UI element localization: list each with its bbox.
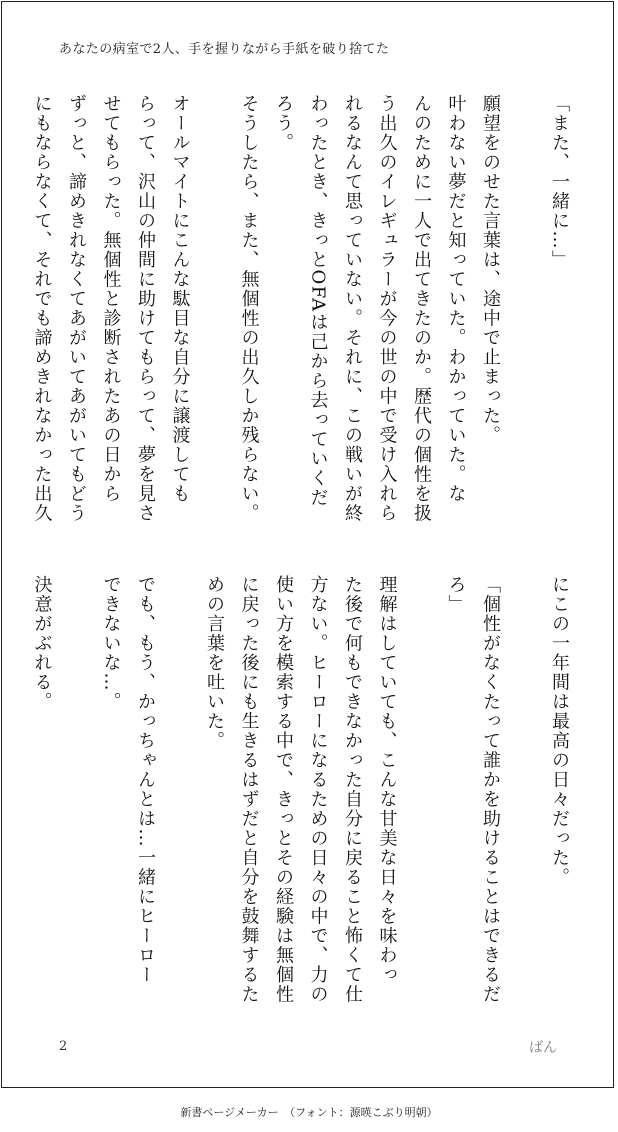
text-column: 叶わない夢だと知っていた。わかっていた。な <box>445 94 467 504</box>
text-column: に戻った後にも生きるはずだと自分を鼓舞するた <box>238 575 260 1004</box>
text-column <box>197 94 232 534</box>
text-column <box>59 575 94 1015</box>
text-column: 理解はしていても、こんな甘美な日々を味わっ <box>376 575 398 985</box>
author-name: ばん <box>529 1040 557 1056</box>
text-column: れるなんて思っていない。それに、この戦いが終 <box>342 94 363 523</box>
text-column: でも、もう、かっちゃんとは…一緒にヒーロー <box>135 575 156 985</box>
lower-text-block <box>24 575 576 1015</box>
text-column: ろう。 <box>273 94 294 153</box>
book-page <box>1 1 614 1088</box>
text-column: せてもらった。無個性と診断されたあの日から <box>100 94 122 504</box>
text-column <box>162 575 197 1015</box>
text-column: 「個性がなくたって誰かを助けることはできるだ <box>480 575 501 1004</box>
text-column: オールマイトにこんな駄目な自分に譲渡しても <box>169 94 191 504</box>
page-number: 2 <box>59 1039 68 1054</box>
text-column: ずっと、諦めきれなくてあがいてあがいてもどう <box>66 94 87 523</box>
text-column: 使い方を模索する中で、きっとその経験は無個性 <box>273 575 294 1004</box>
text-column <box>404 575 439 1015</box>
text-column: にもならなくて、それでも諦めきれなかった出久 <box>31 94 53 523</box>
text-column: 方ない。ヒーローになるための日々の中で、力の <box>307 575 329 1004</box>
footer-credit: 新書ページメーカー （フォント：源暎こぶり明朝） <box>180 1106 438 1119</box>
text-column: できないな…。 <box>100 575 122 712</box>
text-column: た後で何もできなかった自分に戻ること怖くて仕 <box>342 575 363 1004</box>
text-column: らって、沢山の仲間に助けてもらって、夢を見さ <box>135 94 156 523</box>
text-column: 「また、一緒に…」 <box>549 94 570 270</box>
text-column: そうしたら、また、無個性の出久しか残らない。 <box>238 94 260 523</box>
text-column: わったとき、きっとOFAは己から去っていくだ <box>307 94 329 508</box>
text-column <box>507 575 542 1015</box>
text-column: ろ」 <box>445 575 467 614</box>
text-column: めの言葉を吐いた。 <box>204 575 225 751</box>
text-column: にこの一年間は最高の日々だった。 <box>549 575 570 887</box>
text-column: 決意がぶれる。 <box>31 575 53 712</box>
text-column: 願望をのせた言葉は、途中で止まった。 <box>480 94 501 445</box>
text-column: う出久のイレギュラーが今の世の中で受け入れら <box>376 94 398 523</box>
upper-text-block <box>24 94 576 534</box>
running-title: あなたの病室で2人、手を握りながら手紙を破り捨てた <box>59 42 390 57</box>
text-column: んのために一人で出てきたのか。歴代の個性を扱 <box>411 94 432 523</box>
text-column <box>507 94 542 534</box>
